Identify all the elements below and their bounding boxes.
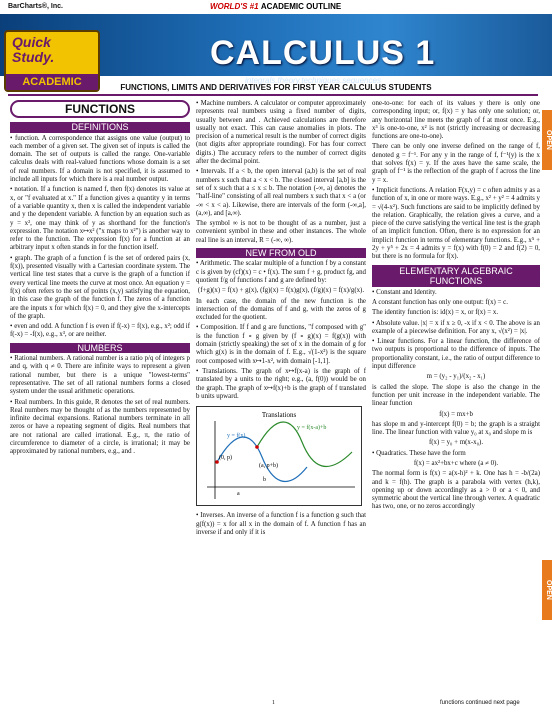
implicit-functions: • Implicit functions. A relation F(x,y) = c often admits y as a function of x, in one or more ways. E.g., x² + y² = 4 admits y = √(4-x²). Such functions are said to be implicitly defined by the relation. Graphically, the relation gives a curve, and a piece of the curve satisfying the vertical line test is the graph of an implicit function. Often, there is no expression for an implicit function in terms of elementary functions. E.g., x⁵ + 2y + y⁵ + 2x = 4 admits y = f(x) with f(0) = 2 and f(2) = 0, but there is no formula for f(x). <box>372 186 540 261</box>
definition-graph: • graph. The graph of a function f is the set of ordered pairs (x, f(x)), presented visually with a Cartesian coordinate system. The vertical line test states that a curve is the graph of a function if every vertical line meets the curve at most once. An equation y = f(x) often refers to the set of points (x,y) satisfying the equation, in this case the graph of the function f. The zeros of a function are the inputs x for which f(x) = 0, and they give the x-intercepts of the graph. <box>10 254 190 320</box>
linear-desc: has slope m and y-intercept f(0) = b; the graph is a straight line. The linear function with value y₀ at x₀ and slope m is <box>372 420 540 437</box>
side-tab-top[interactable]: OPEN <box>542 110 552 170</box>
constant-function: A constant function has only one output: f(x) = c. <box>372 298 508 306</box>
translations-graph <box>196 406 362 506</box>
linear-functions: • Linear functions. For a linear function, the difference of two outputs is proportional to the difference of inputs. The proportionality constant, i.e., the ratio of output difference to input difference <box>372 338 540 371</box>
tagline: WORLD'S #1 ACADEMIC OUTLINE <box>210 2 342 11</box>
intervals: • Intervals. If a < b, the open interval (a,b) is the set of real numbers x such that a < x < b. The closed interval [a,b] is the set of x such that a ≤ x ≤ b. The notation (-∞, a) denotes the "half-line" consisting of all real numbers x such that x < a (or -∞ < x < a). Likewise, there are intervals of the form (-∞,a], (a,∞), and [a,∞). <box>196 168 366 217</box>
arithmetic-domain: In each case, the domain of the new function is the intersection of the domains of f and g, with the zeros of g excluded for the quotient. <box>196 297 366 322</box>
arithmetic: • Arithmetic. The scalar multiple of a function f by a constant c is given by (cf)(x) = c • f(x). The sum f + g, product fg, and quotient f/g of functions f and g are defined by: <box>196 260 366 284</box>
label-shift: y = f(x-a)+b <box>297 425 327 432</box>
quadratics: • Quadratics. These have the form <box>372 449 466 457</box>
column-2 <box>196 100 366 698</box>
column-1 <box>10 100 190 698</box>
label-a: a <box>237 491 240 498</box>
banner-strip: FUNCTIONS, LIMITS AND DERIVATIVES FOR FIRST YEAR CALCULUS STUDENTS <box>120 83 432 92</box>
quick-study-logo: Quick Study. ACADEMIC <box>4 30 100 92</box>
page-title: CALCULUS 1 <box>210 34 436 72</box>
infinity-note: The symbol ∞ is not to be thought of as a number, just a convenient symbol in these and other instances. The whole real line is an interval, R = (-∞, ∞). <box>196 220 366 244</box>
column-3 <box>372 100 540 698</box>
divider <box>8 94 538 96</box>
numbers-heading: NUMBERS <box>10 343 190 353</box>
new-from-old-heading: NEW FROM OLD <box>196 248 366 258</box>
label-b: b <box>263 477 266 484</box>
definition-function: • function. A correspondence that assigns one value (output) to each member of a given set. The given set of inputs is called the domain. The set of outputs is called the range. One-variable calculus deals with real-valued functions whose domain is a set of real numbers. If a domain is not specified, it is assumed to include all inputs for which there is a real number output. <box>10 134 190 184</box>
machine-numbers: • Machine numbers. A calculator or computer approximately represents real numbers using a fixed number of digits, usually between and . Achieved calculations are therefore usually not exact. This can cause anomalies in plots. The precision of a numerical result is the number of correct digits (not digits after appropriate rounding). For has four correct digits.) The accuracy refers to the number of correct digits after the decimal point. <box>196 100 366 166</box>
label-point2: (a, p+b) <box>259 463 279 470</box>
slope-formula: m = (y₂ - y₁)/(x₂ - x₁) <box>426 373 486 381</box>
definitions-heading: DEFINITIONS <box>10 122 190 132</box>
definition-notation: • notation. If a function is named f, then f(x) denotes its value at x, or "f evaluated at x." If a function gives a quantity y in terms of a variable quantity x, then x is called the independent variable and y the dependent variable. A function by an equation such as y = x², one may think of y as shorthand for the function's expression. The notation x↦x² ("x maps to x²") is another way to refer to the function. The expression f(x) for a function at an arbitrary input x often stands in for the function itself. <box>10 186 190 252</box>
definition-even-odd: • even and odd. A function f is even if f(-x) = f(x), e.g., x²; odd if f(-x) = -f(x), e.g., x³, or are neither. <box>10 323 190 339</box>
functions-title: FUNCTIONS <box>10 100 190 118</box>
page-number: 1 <box>272 700 275 706</box>
absolute-value: • Absolute value. |x| = x if x ≥ 0, -x if x < 0. The above is an example of a piecewise definition. For any x, √(x²) = |x|. <box>372 319 540 335</box>
side-tab-bottom[interactable]: OPEN <box>542 560 552 620</box>
inverse-range: There can be only one inverse defined on the range of f, denoted g = f⁻¹. For any y in the range of f, f⁻¹(y) is the x that solves f(x) = y. If the axes have the same scale, the graph of f⁻¹ is the reflection of the graph of f across the line y = x. <box>372 143 540 184</box>
slope-desc: is called the slope. The slope is also the change in the function per unit increase in the independent variable. The linear function <box>372 383 540 408</box>
publisher-name: BarCharts®, Inc. <box>8 3 63 10</box>
quadratic-normal-form: The normal form is f(x) = a(x-h)² + k. One has h = -b/(2a) and k = f(h). The graph is a parabola with vertex (h,k), opening up or down accordingly as a > 0 or a < 0, and symmetric about the vertical line through vertex. A quadratic has two, one, or no zeros accordingly <box>372 470 540 511</box>
elementary-heading: ELEMENTARY ALGEBRAIC FUNCTIONS <box>372 265 540 287</box>
label-f: y = f(x) <box>227 433 246 440</box>
arithmetic-formulas: (f+g)(x) = f(x) + g(x), (fg)(x) = f(x)g(x), (f/g)(x) = f(x)/g(x). <box>197 287 365 295</box>
one-to-one: one-to-one: for each of its values y there is only one corresponding input; or, f(x) = y has only one solution; or, any horizontal line meets the graph of f at most once. E.g., x³ is one-to-one, x² is not (strictly increasing or decreasing functions are one-to-one). <box>372 100 540 141</box>
composition: • Composition. If f and g are functions, "f composed with g" is the function f ∘ g given by (f ∘ g)(x) = f(g(x)) with domain (strictly speaking) the set of x in the domain of g for which g(x) is in the domain of f. E.g., √(1-x²) is the square root composed with x↦1-x², with domain [-1,1]. <box>196 324 366 365</box>
rational-numbers: • Rational numbers. A rational number is a ratio p/q of integers p and q, with q ≠ 0. There are infinite ways to represent a given rational number, but there is a unique "lowest-terms" representative. The set of all rational numbers forms a closed system under the usual arithmetic operations. <box>10 355 190 396</box>
inverses: • Inverses. An inverse of a function f is a function g such that g(f(x)) = x for all x in the domain of f. A function f has an inverse if and only if it is <box>196 512 366 536</box>
label-point1: (0, p) <box>219 455 232 462</box>
linear-formula: f(x) = mx+b <box>439 410 473 418</box>
quadratic-formula: f(x) = ax²+bx+c where (a ≠ 0). <box>413 459 499 467</box>
translations: • Translations. The graph of x↦f(x-a) is the graph of f translated by a units to the right; e.g., (a, f(0)) would be on the graph. The graph of x↦f(x)+b is the graph of f translated b units upward. <box>196 367 366 400</box>
constant-identity: • Constant and Identity. <box>372 288 437 296</box>
point-slope-formula: f(x) = y₀ + m(x-x₀). <box>428 439 484 447</box>
identity-function: The identity function is: id(x) = x, or f(x) = x. <box>372 309 499 317</box>
footer-note: functions continued next page <box>440 700 520 706</box>
page-subtitle: integrals.theory.techniques.sequences <box>245 76 381 85</box>
graph-title: Translations <box>261 411 297 420</box>
point-shifted <box>255 445 259 449</box>
real-numbers: • Real numbers. In this guide, R denotes the set of real numbers. Real numbers may be thought of as the numbers represented by infinite decimal expansions. Rational numbers terminate in all zeros or have a repeating segment of digits. Real numbers that are not rational are called irrational. E.g., π, the ratio of circumference to diameter of a circle, is irrational; it may be approximated by rational numbers, e.g., and . <box>10 398 190 456</box>
top-bar <box>0 0 552 14</box>
